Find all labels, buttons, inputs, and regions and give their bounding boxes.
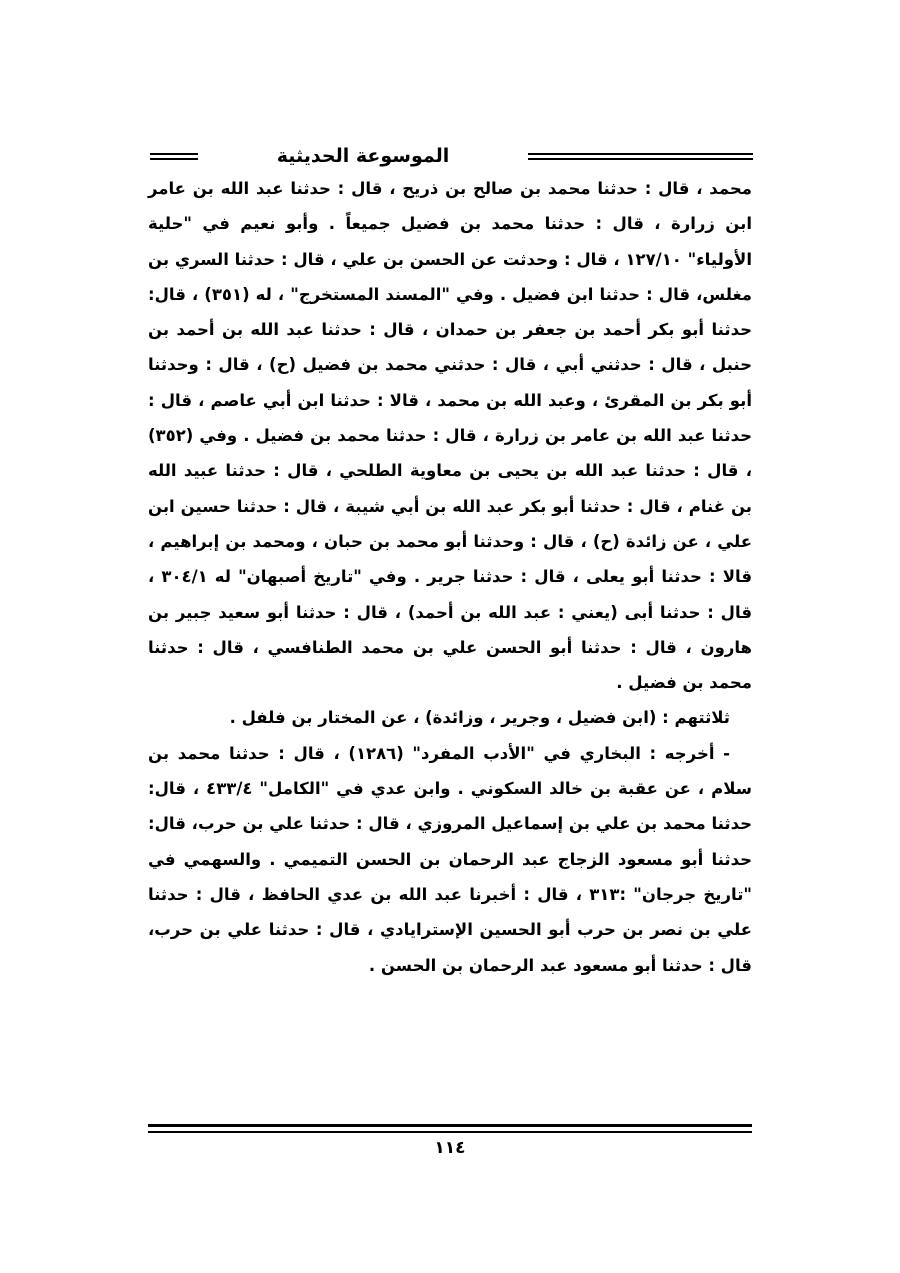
running-title: الموسوعة الحديثية (276, 145, 450, 167)
paragraph-three-narrators: ثلاثتهم : (ابن فضيل ، وجرير ، وزائدة) ، عن المختار بن فلفل . (229, 708, 730, 728)
body-text (148, 171, 752, 983)
paragraph-takhrij: - أخرجه : البخاري في "الأدب المفرد" (١٢٨٦) ، قال : حدثنا محمد بن سلام ، عن عقبة بن خالد السكوني . وابن عدي في "الكامل" ٤٣٣/٤ ، قال: حدثنا محمد بن علي بن إسماعيل المروزي ، قال : حدثنا علي بن حرب، قال: حدثنا أبو مسعود الزجاج عبد الرحمان بن الحسن التميمي . والسهمي في "تاريخ جرجان" :٣١٣ ، قال : أخبرنا عبد الله بن عدي الحافظ ، قال : حدثنا علي بن نصر بن حرب أبو الحسين الإسترايادي ، قال : حدثنا علي بن حرب، قال : حدثنا أبو مسعود عبد الرحمان بن الحسن . (148, 743, 753, 975)
paragraph-hadith-chains: محمد ، قال : حدثنا محمد بن صالح بن ذريح ، قال : حدثنا عبد الله بن عامر ابن زرارة ، قال : حدثنا محمد بن فضيل جميعاً . وأبو نعيم في "حلية الأولياء" ١٢٧/١٠ ، قال : وحدثت عن الحسن بن علي ، قال : حدثنا السري بن مغلس، قال : حدثنا ابن فضيل . وفي "المسند المستخرج" ، له (٣٥١) ، قال: حدثنا أبو بكر أحمد بن جعفر بن حمدان ، قال : حدثنا عبد الله بن أحمد بن حنبل ، قال : حدثني أبي ، قال : حدثني محمد بن فضيل (ح) ، قال : وحدثنا أبو بكر بن المقرئ ، وعبد الله بن محمد ، قالا : حدثنا ابن أبي عاصم ، قال : حدثنا عبد الله بن عامر بن زرارة ، قال : حدثنا محمد بن فضيل . وفي (٣٥٢) ، قال : حدثنا عبد الله بن يحيى بن معاوية الطلحي ، قال : حدثنا عبيد الله بن غنام ، قال : حدثنا أبو بكر عبد الله بن أبي شيبة ، قال : حدثنا حسين ابن علي ، عن زائدة (ح) ، قال : وحدثنا أبو محمد بن حبان ، ومحمد بن إبراهيم ، قالا : حدثنا أبو يعلى ، قال : حدثنا جرير . وفي "تاريخ أصبهان" له ٣٠٤/١ ، قال : حدثنا أبى (يعني : عبد الله بن أحمد) ، قال : حدثنا أبو سعيد جبير بن هارون ، قال : حدثنا أبو الحسن علي بن محمد الطنافسي ، قال : حدثنا محمد بن فضيل . (148, 179, 752, 693)
page-header (150, 142, 753, 170)
page-number: ١١٤ (434, 1138, 466, 1158)
footer-rule (148, 1124, 752, 1133)
header-rule-left (150, 153, 198, 160)
header-rule-right (528, 153, 753, 160)
